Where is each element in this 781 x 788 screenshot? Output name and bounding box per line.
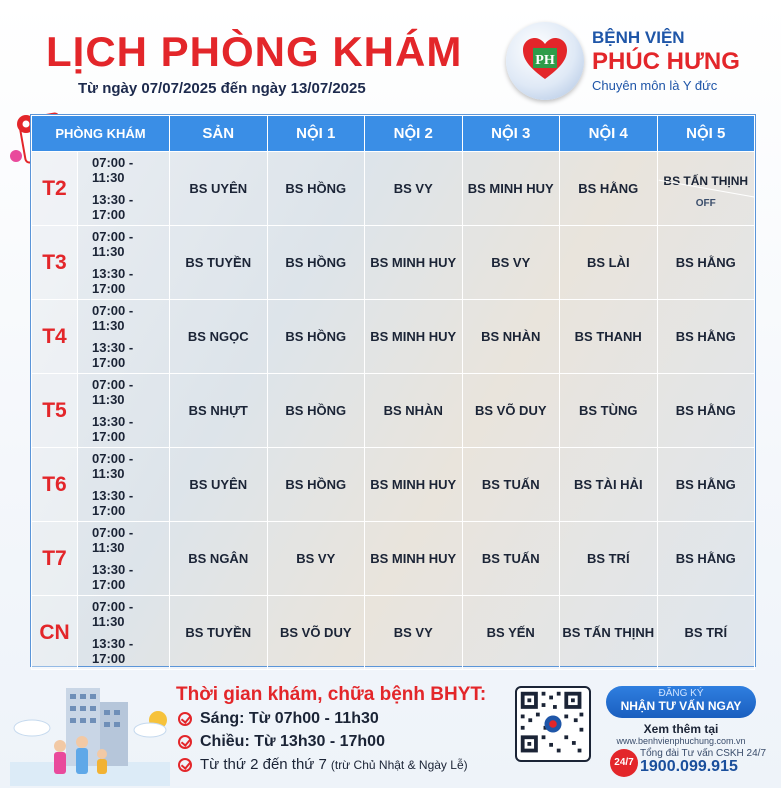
doctor-cell: BS MINH HUY <box>365 448 463 522</box>
logo-mark: PH <box>535 53 555 68</box>
time-slot-afternoon: 13:30 - 17:00 <box>78 559 170 596</box>
col-header-noi1: NỘI 1 <box>267 116 365 152</box>
doctor-cell: BS HẰNG <box>657 300 755 374</box>
table-row <box>32 374 755 411</box>
doctor-cell: BS VY <box>462 226 560 300</box>
logo-line2: PHÚC HƯNG <box>592 48 740 75</box>
hotline-number[interactable]: 1900.099.915 <box>640 758 738 775</box>
qr-code[interactable] <box>515 686 591 762</box>
day-label: T2 <box>32 152 78 226</box>
time-slot-afternoon: 13:30 - 17:00 <box>78 337 170 374</box>
bhyt-days-row <box>178 756 468 773</box>
table-row <box>32 300 755 337</box>
support-24-7-icon: 24/7 <box>610 749 638 777</box>
doctor-cell-morning: BS TẤN THỊNH <box>663 174 749 188</box>
doctor-cell: BS TRÍ <box>560 522 658 596</box>
doctor-cell: BS TUẤN <box>462 448 560 522</box>
doctor-cell: BS MINH HUY <box>365 226 463 300</box>
doctor-cell: BS TÀI HẢI <box>560 448 658 522</box>
doctor-cell: BS MINH HUY <box>462 152 560 226</box>
doctor-cell: BS HỒNG <box>267 226 365 300</box>
bhyt-morning-row <box>178 710 379 728</box>
header <box>0 0 781 112</box>
doctor-cell: BS UYÊN <box>170 448 268 522</box>
time-slot-afternoon: 13:30 - 17:00 <box>78 411 170 448</box>
doctor-cell: BS NGỌC <box>170 300 268 374</box>
doctor-cell: BS HỒNG <box>267 152 365 226</box>
table-row <box>32 522 755 559</box>
day-label: T4 <box>32 300 78 374</box>
bhyt-title: Thời gian khám, chữa bệnh BHYT: <box>176 684 487 705</box>
doctor-cell: BS THANH <box>560 300 658 374</box>
doctor-cell: BS TUẤN <box>462 522 560 596</box>
col-header-san: SẢN <box>170 116 268 152</box>
doctor-cell: BS NGÂN <box>170 522 268 596</box>
check-icon <box>178 735 192 749</box>
table-row <box>32 596 755 633</box>
doctor-cell: BS MINH HUY <box>365 522 463 596</box>
logo-tagline: Chuyên môn là Y đức <box>592 78 718 93</box>
hospital-family-illustration <box>10 682 170 786</box>
doctor-cell: BS NHỰT <box>170 374 268 448</box>
time-slot-morning: 07:00 - 11:30 <box>78 374 170 411</box>
doctor-cell: BS HẰNG <box>560 152 658 226</box>
day-label: T5 <box>32 374 78 448</box>
doctor-cell: BS HỒNG <box>267 300 365 374</box>
doctor-cell: BS TUYỀN <box>170 226 268 300</box>
day-label: T3 <box>32 226 78 300</box>
time-slot-morning: 07:00 - 11:30 <box>78 226 170 263</box>
date-range: Từ ngày 07/07/2025 đến ngày 13/07/2025 <box>78 80 366 97</box>
table-row <box>32 152 755 189</box>
doctor-cell: BS HỒNG <box>267 448 365 522</box>
doctor-cell: BS NHÀN <box>462 300 560 374</box>
doctor-cell: BS UYÊN <box>170 152 268 226</box>
time-slot-afternoon: 13:30 - 17:00 <box>78 485 170 522</box>
check-icon <box>178 758 192 772</box>
doctor-cell: BS VÕ DUY <box>267 596 365 670</box>
see-more-label: Xem thêm tại <box>643 722 719 736</box>
col-header-noi5: NỘI 5 <box>657 116 755 152</box>
doctor-cell: BS TẤN THỊNH <box>560 596 658 670</box>
doctor-cell: BS HỒNG <box>267 374 365 448</box>
doctor-cell: BS HẰNG <box>657 448 755 522</box>
time-slot-morning: 07:00 - 11:30 <box>78 152 170 189</box>
doctor-cell: BS TUYỀN <box>170 596 268 670</box>
time-slot-morning: 07:00 - 11:30 <box>78 522 170 559</box>
bhyt-days-note: (trừ Chủ Nhật & Ngày Lễ) <box>330 757 468 772</box>
page-title: LỊCH PHÒNG KHÁM <box>46 28 463 75</box>
time-slot-morning: 07:00 - 11:30 <box>78 596 170 633</box>
doctor-cell: BS HẰNG <box>657 522 755 596</box>
day-label: T7 <box>32 522 78 596</box>
heart-icon <box>520 34 570 84</box>
time-slot-afternoon: 13:30 - 17:00 <box>78 633 170 670</box>
check-icon <box>178 712 192 726</box>
corner-header: PHÒNG KHÁM <box>32 116 170 152</box>
col-header-noi4: NỘI 4 <box>560 116 658 152</box>
bhyt-afternoon-row <box>178 733 385 751</box>
footer <box>0 672 781 788</box>
doctor-cell: BS MINH HUY <box>365 300 463 374</box>
bhyt-afternoon: Chiều: Từ 13h30 - 17h00 <box>200 733 385 750</box>
doctor-cell-split <box>657 152 755 226</box>
hospital-logo[interactable] <box>506 22 771 102</box>
schedule-table <box>30 114 756 667</box>
bhyt-morning: Sáng: Từ 07h00 - 11h30 <box>200 710 379 727</box>
doctor-cell: BS YẾN <box>462 596 560 670</box>
col-header-noi2: NỘI 2 <box>365 116 463 152</box>
table-row <box>32 448 755 485</box>
doctor-cell: BS VÕ DUY <box>462 374 560 448</box>
col-header-noi3: NỘI 3 <box>462 116 560 152</box>
time-slot-afternoon: 13:30 - 17:00 <box>78 189 170 226</box>
cta-big-label: NHẬN TƯ VẤN NGAY <box>620 699 742 713</box>
time-slot-morning: 07:00 - 11:30 <box>78 448 170 485</box>
day-label: T6 <box>32 448 78 522</box>
doctor-cell: BS VY <box>365 596 463 670</box>
doctor-cell: BS NHÀN <box>365 374 463 448</box>
qr-code-icon <box>517 688 589 760</box>
doctor-cell: BS VY <box>267 522 365 596</box>
hotline-label: Tổng đài Tư vấn CSKH 24/7 <box>640 748 767 759</box>
logo-line1: BỆNH VIỆN <box>592 28 685 47</box>
cta-small-label: ĐĂNG KÝ <box>658 688 704 699</box>
logo-emblem <box>506 22 584 100</box>
time-slot-morning: 07:00 - 11:30 <box>78 300 170 337</box>
doctor-cell: BS TRÍ <box>657 596 755 670</box>
time-slot-afternoon: 13:30 - 17:00 <box>78 263 170 300</box>
doctor-cell: BS HẰNG <box>657 374 755 448</box>
doctor-cell: BS HẰNG <box>657 226 755 300</box>
doctor-cell: BS VY <box>365 152 463 226</box>
day-label: CN <box>32 596 78 670</box>
bhyt-days: Từ thứ 2 đến thứ 7 <box>200 756 327 773</box>
register-consult-button[interactable] <box>606 686 756 718</box>
doctor-cell: BS LÀI <box>560 226 658 300</box>
table-row <box>32 226 755 263</box>
doctor-cell: BS TÙNG <box>560 374 658 448</box>
doctor-cell-afternoon: OFF <box>695 198 716 209</box>
website-link[interactable]: www.benhvienphuchung.com.vn <box>616 736 746 746</box>
